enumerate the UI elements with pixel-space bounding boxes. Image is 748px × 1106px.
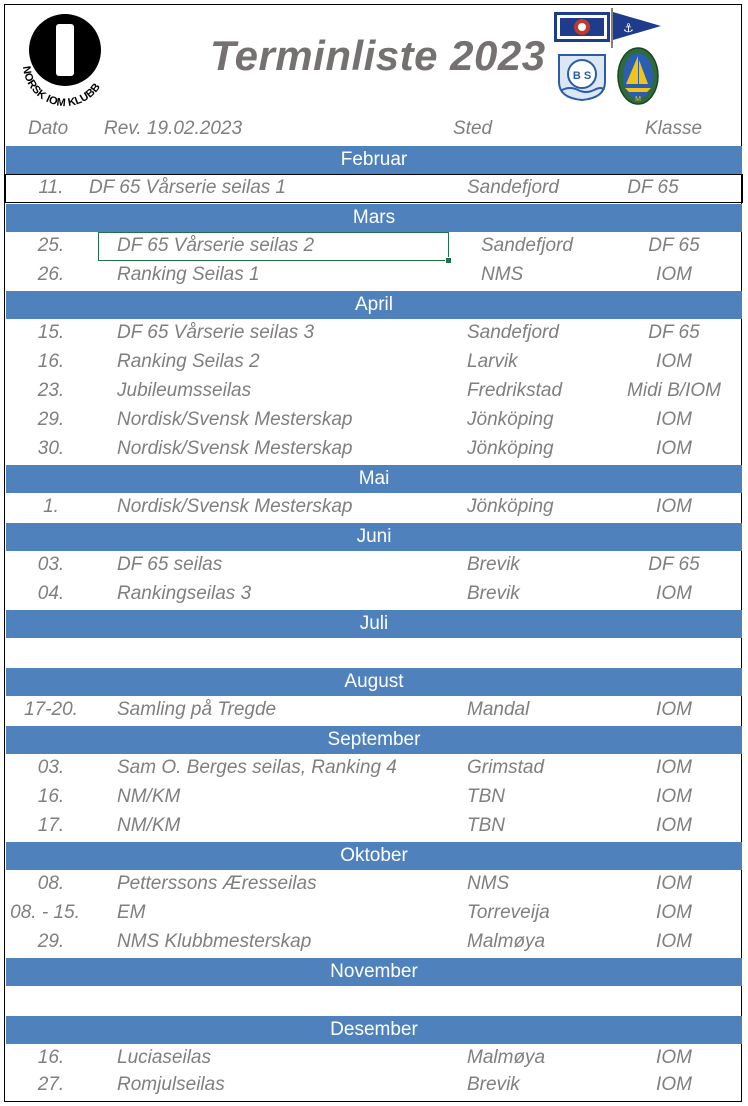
event-place: Sandefjord	[481, 235, 573, 256]
event-name: Ranking Seilas 2	[117, 351, 260, 372]
event-class: IOM	[656, 873, 692, 894]
event-date: 11.	[38, 177, 64, 198]
event-date: 03.	[37, 757, 65, 778]
event-class: IOM	[656, 409, 692, 430]
month-header-november: November	[6, 958, 742, 986]
month-header-august: August	[6, 668, 742, 696]
table-row[interactable]	[6, 552, 742, 581]
header-revision: Rev. 19.02.2023	[104, 118, 243, 139]
event-class: IOM	[656, 264, 692, 285]
table-row[interactable]	[6, 929, 742, 958]
event-name: Luciaseilas	[117, 1047, 211, 1068]
event-name: Jubileumsseilas	[117, 380, 252, 401]
event-name: DF 65 Vårserie seilas 2	[117, 235, 315, 256]
table-row[interactable]	[6, 900, 742, 929]
table-row[interactable]	[6, 349, 742, 378]
event-name: DF 65 seilas	[117, 554, 223, 575]
event-date: 29.	[37, 931, 65, 952]
table-row[interactable]	[6, 378, 742, 407]
event-date: 17-20.	[24, 699, 78, 720]
month-header-mai: Mai	[6, 465, 742, 493]
event-date: 16.	[37, 786, 65, 807]
event-class: Midi B/IOM	[627, 380, 721, 401]
event-class: IOM	[656, 902, 692, 923]
event-date: 03.	[37, 554, 65, 575]
event-class: IOM	[656, 496, 692, 517]
table-row[interactable]	[6, 1045, 742, 1074]
event-place: TBN	[467, 815, 505, 836]
event-date: 17.	[37, 815, 65, 836]
event-class: IOM	[656, 351, 692, 372]
event-place: Grimstad	[467, 757, 545, 778]
table-row[interactable]	[6, 494, 742, 523]
event-name: Romjulseilas	[117, 1074, 225, 1095]
event-class: IOM	[656, 1047, 692, 1068]
event-date: 30.	[37, 438, 65, 459]
table-row[interactable]	[5, 174, 743, 203]
event-date: 08. - 15.	[10, 902, 80, 923]
event-date: 26.	[37, 264, 65, 285]
event-place: Brevik	[467, 1074, 520, 1095]
event-date: 15.	[37, 322, 65, 343]
event-name: Nordisk/Svensk Mesterskap	[117, 438, 353, 459]
event-name: Rankingseilas 3	[117, 583, 252, 604]
header-class: Klasse	[645, 118, 703, 139]
event-place: Brevik	[467, 583, 520, 604]
event-place: Sandefjord	[467, 177, 559, 198]
event-name: NM/KM	[117, 815, 181, 836]
event-name: Sam O. Berges seilas, Ranking 4	[117, 757, 397, 778]
event-place: Sandefjord	[467, 322, 559, 343]
event-class: IOM	[656, 786, 692, 807]
event-name: Petterssons Æresseilas	[117, 873, 317, 894]
badge-m-text: M	[635, 96, 641, 103]
event-place: Jönköping	[467, 409, 554, 430]
month-header-oktober: Oktober	[6, 842, 742, 870]
header-place: Sted	[453, 118, 493, 139]
event-name: Nordisk/Svensk Mesterskap	[117, 409, 353, 430]
month-header-april: April	[6, 291, 742, 319]
norsk-iom-klubb-logo	[15, 12, 115, 112]
event-date: 25.	[37, 235, 65, 256]
event-date: 27.	[37, 1074, 65, 1095]
event-class: DF 65	[648, 554, 700, 575]
table-row[interactable]	[6, 320, 742, 349]
event-name: NMS Klubbmesterskap	[117, 931, 312, 952]
event-place: Malmøya	[467, 1047, 546, 1068]
event-class: IOM	[656, 757, 692, 778]
event-place: Fredrikstad	[467, 380, 563, 401]
event-name: Nordisk/Svensk Mesterskap	[117, 496, 353, 517]
event-place: Torreveija	[467, 902, 550, 923]
event-name: EM	[117, 902, 146, 923]
event-class: IOM	[656, 699, 692, 720]
event-place: NMS	[467, 873, 510, 894]
event-name: NM/KM	[117, 786, 181, 807]
event-place: Jönköping	[467, 438, 554, 459]
table-row[interactable]	[6, 581, 742, 610]
event-place: Larvik	[467, 351, 518, 372]
table-row[interactable]	[6, 813, 742, 842]
event-date: 16.	[37, 351, 65, 372]
event-class: DF 65	[648, 235, 700, 256]
event-date: 04.	[37, 583, 65, 604]
logo-text: NORSK IOM KLUBB	[19, 65, 103, 110]
header-date: Dato	[28, 118, 69, 139]
event-class: IOM	[656, 931, 692, 952]
table-row[interactable]	[6, 784, 742, 813]
month-header-desember: Desember	[6, 1016, 742, 1044]
table-row[interactable]	[6, 436, 742, 465]
badge-bs-text: B S	[572, 70, 592, 82]
empty-row	[6, 987, 742, 1016]
event-place: TBN	[467, 786, 505, 807]
svg-text:⚓: ⚓	[623, 21, 634, 35]
month-header-september: September	[6, 726, 742, 754]
table-row[interactable]	[6, 262, 742, 291]
event-date: 08.	[37, 873, 65, 894]
empty-row	[6, 639, 742, 668]
event-class: IOM	[656, 815, 692, 836]
selected-cell[interactable]	[98, 232, 449, 261]
club-flags-icon	[553, 8, 663, 48]
event-date: 23.	[37, 380, 65, 401]
bs-club-badge-icon	[556, 52, 608, 102]
table-row[interactable]	[6, 871, 742, 900]
event-class: IOM	[656, 1074, 692, 1095]
event-date: 29.	[37, 409, 65, 430]
month-header-juli: Juli	[6, 610, 742, 638]
table-row[interactable]	[6, 1072, 742, 1101]
event-name: Samling på Tregde	[117, 699, 277, 720]
event-name: DF 65 Vårserie seilas 3	[117, 322, 315, 343]
event-place: Mandal	[467, 699, 530, 720]
month-header-mars: Mars	[6, 204, 742, 232]
event-place: NMS	[481, 264, 524, 285]
table-row[interactable]	[6, 755, 742, 784]
event-class: DF 65	[648, 322, 700, 343]
event-date: 16.	[37, 1047, 65, 1068]
page-title: Terminliste 2023	[210, 32, 546, 79]
table-row[interactable]	[6, 697, 742, 726]
m-club-badge-icon	[616, 46, 660, 106]
event-name: DF 65 Vårserie seilas 1	[89, 177, 287, 198]
event-place: Brevik	[467, 554, 520, 575]
event-class: IOM	[656, 438, 692, 459]
month-header-juni: Juni	[6, 523, 742, 551]
event-name: Ranking Seilas 1	[117, 264, 260, 285]
month-header-februar: Februar	[6, 146, 742, 174]
event-class: IOM	[656, 583, 692, 604]
event-date: 1.	[43, 496, 59, 517]
table-row[interactable]	[6, 407, 742, 436]
event-class: DF 65	[627, 177, 679, 198]
event-place: Malmøya	[467, 931, 546, 952]
event-place: Jönköping	[467, 496, 554, 517]
